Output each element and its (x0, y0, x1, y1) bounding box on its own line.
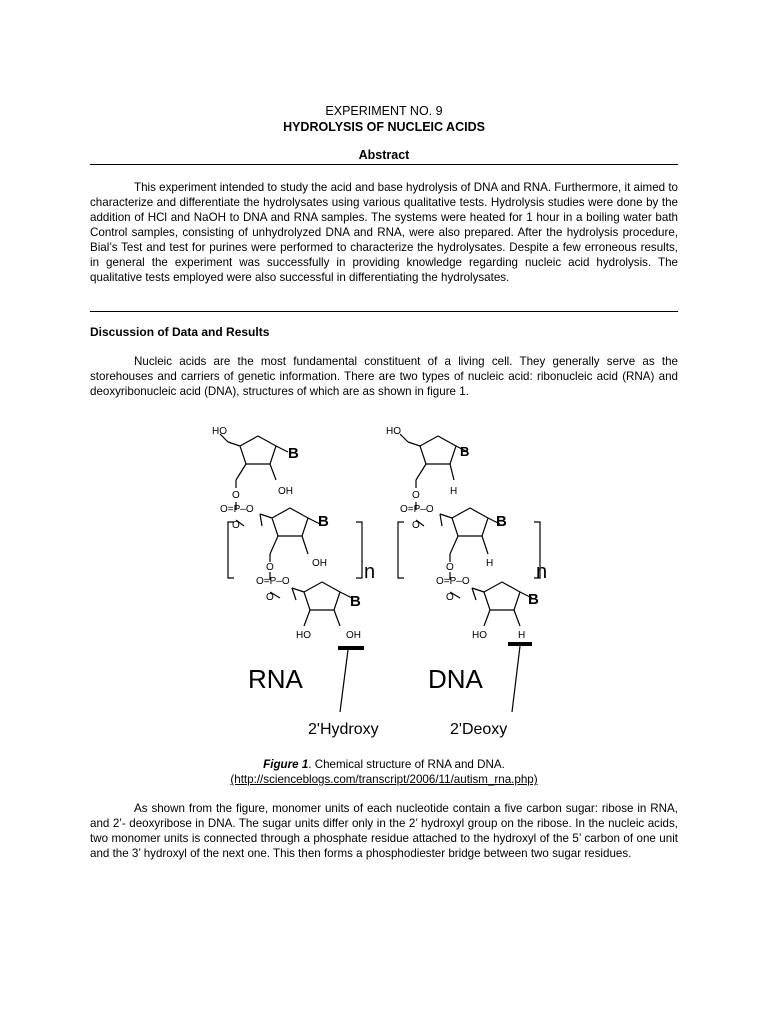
rna-base-2: B (318, 513, 329, 530)
rna-phosphate-2: O=P–O (256, 576, 290, 587)
dna-base-2: B (496, 513, 507, 530)
dna-ring-3 (484, 582, 520, 610)
dna-ho-label: HO (386, 426, 401, 437)
dna-h-1: H (450, 486, 458, 497)
discussion-heading: Discussion of Data and Results (90, 325, 270, 339)
experiment-number: EXPERIMENT NO. 9 (325, 104, 443, 118)
rna-base-1: B (288, 445, 299, 462)
abstract-paragraph (90, 180, 678, 285)
rna-label: RNA (248, 664, 303, 694)
rna-dna-structure-figure (200, 422, 570, 744)
rna-repeat-n: n (364, 561, 376, 583)
dna-h-2: H (486, 558, 494, 569)
discussion-paragraph-2 (90, 801, 678, 861)
dna-o-2: O (446, 562, 454, 573)
rna-ho-label: HO (212, 426, 227, 437)
dna-repeat-n: n (536, 561, 548, 583)
dna-ho-bottom: HO (472, 630, 487, 641)
rna-o-minus-1: O (232, 520, 240, 531)
rna-o-2: O (266, 562, 274, 573)
dna-ring-2 (452, 508, 488, 536)
rna-ring-2 (272, 508, 308, 536)
rna-ring-1 (240, 436, 276, 464)
rna-o-minus-2: O (266, 592, 274, 603)
figure-caption (0, 757, 768, 787)
caption-source-link[interactable]: (http://scienceblogs.com/transcript/2006/11/autism_rna.php) (230, 773, 538, 786)
rna-base-3: B (350, 593, 361, 610)
dna-ring-1 (420, 436, 456, 464)
caption-label: Figure 1 (263, 758, 309, 771)
discussion-paragraph-1 (90, 354, 678, 399)
dna-label: DNA (428, 664, 483, 694)
dna-o-minus-1: O (412, 520, 420, 531)
discussion-text-1: Nucleic acids are the most fundamental constituent of a living cell. They generally serve as the storehouses and carriers of genetic information. There are two types of nucleic acid: ribonucleic acid (RNA) and deoxyribonucleic acid (DNA), structures of which are as shown in figure 1. (90, 355, 678, 398)
rna-phosphate-1: O=P–O (220, 504, 254, 515)
caption-text: . Chemical structure of RNA and DNA. (308, 758, 505, 771)
rna-ho-bottom: HO (296, 630, 311, 641)
dna-o-minus-2: O (446, 592, 454, 603)
dna-base-3: B (528, 591, 539, 608)
rna-oh-2: OH (312, 558, 327, 569)
abstract-heading: Abstract (358, 148, 410, 162)
experiment-title: HYDROLYSIS OF NUCLEIC ACIDS (283, 120, 485, 134)
dna-phosphate-2: O=P–O (436, 576, 470, 587)
discussion-text-2: As shown from the figure, monomer units of each nucleotide contain a five carbon sugar: ribose in RNA, and 2’- deoxyribose in DNA. The sugar units differ only in the 2’ hydroxyl group on the ribose. In the nucleic acids, two monomer units is connected through a phosphate residue attached to the hydroxyl of the 5’ carbon of one unit and the 3’ hydroxyl of the next one. This then forms a phosphodiester bridge between two sugar residues. (90, 802, 678, 860)
rna-ring-3 (304, 582, 340, 610)
dna-h-3: H (518, 630, 526, 641)
rna-o-1: O (232, 490, 240, 501)
abstract-text: This experiment intended to study the acid and base hydrolysis of DNA and RNA. Furthermore, it aimed to characterize and differentiate the hydrolysates using various qualitative tests. Hydrolysis studies were done by the addition of HCl and NaOH to DNA and RNA samples. The systems were heated for 1 hour in a boiling water bath Control samples, consisting of unhydrolyzed DNA and RNA, were also prepared. After the hydrolysis procedure, Bial’s Test and test for purines were performed to characterize the hydrolysates. Despite a few erroneous results, in general the experiment was successfully in providing knowledge regarding nucleic acid hydrolysis. The qualitative tests employed were also successful in differentiating the hydrolysates. (90, 181, 678, 284)
rna-pointer-label: 2'Hydroxy (308, 721, 379, 738)
rna-oh-1: OH (278, 486, 293, 497)
rna-oh-3: OH (346, 630, 361, 641)
abstract-bottom-rule (90, 311, 678, 312)
dna-base-1: B (460, 444, 470, 459)
abstract-top-rule (90, 164, 678, 165)
dna-phosphate-1: O=P–O (400, 504, 434, 515)
dna-o-1: O (412, 490, 420, 501)
dna-pointer-label: 2'Deoxy (450, 721, 508, 738)
